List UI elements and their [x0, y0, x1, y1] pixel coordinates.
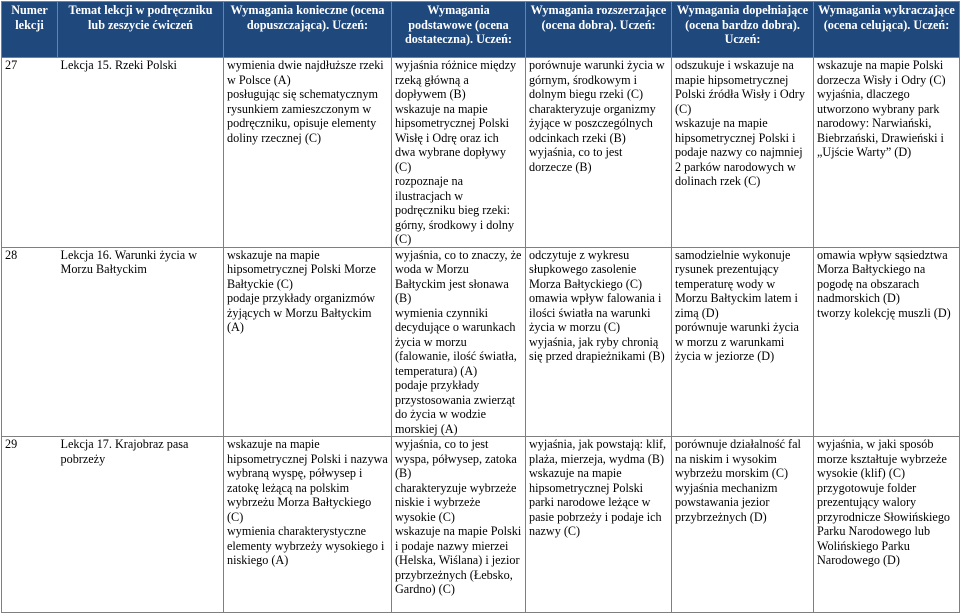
- requirement-item: odczytuje z wykresu słupkowego zasolenie Morza Bałtyckiego (C): [529, 247, 643, 291]
- requirement-item: wyjaśnia, co to znaczy, że woda w Morzu Bałtyckim jest słonawa (B): [395, 247, 522, 305]
- table-row: [2, 247, 960, 437]
- requirement-item: omawia wpływ falowania i ilości światła na warunki życia w morzu (C): [529, 291, 662, 334]
- cell-podstawowe: [392, 437, 526, 613]
- requirement-item: wskazuje na mapie hipsometrycznej Polski parki narodowe leżące w pasie pobrzeży i podaje ich nazwy (C): [529, 466, 662, 538]
- requirement-item: wyjaśnia mechanizm powstawania jezior przybrzeżnych (D): [675, 480, 778, 524]
- cell-rozszerzajace: [526, 58, 672, 248]
- header-wykraczajace: Wymagania wykraczające (ocena celująca). Uczeń:: [814, 2, 960, 58]
- requirements-table: [1, 1, 960, 613]
- requirement-item: wyjaśnia, co to jest wyspa, półwysep, zatoka (B): [395, 437, 517, 480]
- requirement-item: wyjaśnia różnice między rzeką główną a dopływem (B): [395, 58, 517, 101]
- requirement-item: przygotowuje folder prezentujący walory przyrodnicze Słowińskiego Parku Narodowego lub Wolińskiego Parku Narodowego (D): [817, 480, 951, 567]
- header-topic: Temat lekcji w podręczniku lub zeszycie ćwiczeń: [58, 2, 224, 58]
- cell-dopelniajace: [672, 437, 814, 613]
- cell-rozszerzajace: [526, 247, 672, 437]
- requirement-item: wyjaśnia, jak ryby chronią się przed drapieżnikami (B): [529, 334, 665, 363]
- requirement-item: wymienia czynniki decydujące o warunkach życia w morzu (falowanie, ilość światła, temperatura) (A): [395, 305, 517, 378]
- lesson-number: 27: [2, 58, 58, 248]
- lesson-topic: Lekcja 15. Rzeki Polski: [58, 58, 224, 248]
- cell-konieczne: [224, 247, 392, 437]
- cell-dopelniajace: [672, 58, 814, 248]
- requirement-item: wskazuje na mapie hipsometrycznej Polski i nazywa wybraną wyspę, półwysep i zatokę leżącą na polskim wybrzeżu Morza Bałtyckiego (C): [227, 437, 388, 524]
- requirement-item: wskazuje na mapie Polski i podaje nazwy mierzei (Helska, Wiślana) i jezior przybrzeżnych (Łebsko, Gardno) (C): [395, 524, 522, 596]
- requirement-item: posługując się schematycznym rysunkiem zamieszczonym w podręczniku, opisuje elementy doliny rzecznej (C): [227, 87, 378, 145]
- requirement-item: wyjaśnia, dlaczego utworzono wybrany park narodowy: Narwiański, Biebrzański, Drawieński i „Ujście Warty” (D): [817, 87, 944, 159]
- requirement-item: porównuje warunki życia w morzu z warunkami życia w jeziorze (D): [675, 320, 799, 363]
- header-dopelniajace: Wymagania dopełniające (ocena bardzo dobra). Uczeń:: [672, 2, 814, 58]
- requirement-item: porównuje działalność fal na niskim i wysokim wybrzeżu morskim (C): [675, 437, 801, 480]
- requirement-item: wskazuje na mapie Polski dorzecza Wisły i Odry (C): [817, 58, 946, 87]
- requirement-item: tworzy kolekcję muszli (D): [817, 305, 951, 320]
- requirement-item: wyjaśnia, co to jest dorzecze (B): [529, 145, 623, 174]
- requirement-item: porównuje warunki życia w górnym, środkowym i dolnym biegu rzeki (C): [529, 58, 665, 101]
- requirement-item: omawia wpływ sąsiedztwa Morza Bałtyckiego na pogodę na obszarach nadmorskich (D): [817, 247, 948, 305]
- requirement-item: wyjaśnia, w jaki sposób morze kształtuje wybrzeże wysokie (klif) (C): [817, 437, 947, 480]
- header-row: [2, 2, 960, 58]
- requirement-item: rozpoznaje na ilustracjach w podręczniku bieg rzeki: górny, środkowy i dolny (C): [395, 174, 515, 246]
- requirement-item: wskazuje na mapie hipsometrycznej Polski Wisłę i Odrę oraz ich dwa wybrane dopływy (C): [395, 101, 510, 174]
- header-konieczne: Wymagania konieczne (ocena dopuszczająca). Uczeń:: [224, 2, 392, 58]
- requirement-item: odszukuje i wskazuje na mapie hipsometrycznej Polski źródła Wisły i Odry (C): [675, 58, 805, 116]
- cell-wykraczajace: [814, 58, 960, 248]
- header-rozszerzajace: Wymagania rozszerzające (ocena dobra). Uczeń:: [526, 2, 672, 58]
- table-row: [2, 58, 960, 248]
- requirement-item: charakteryzuje organizmy żyjące w poszczególnych odcinkach rzeki (B): [529, 101, 656, 145]
- requirement-item: wskazuje na mapie hipsometrycznej Polski Morze Bałtyckie (C): [227, 247, 376, 291]
- requirement-item: wymienia charakterystyczne elementy wybrzeży wysokiego i niskiego (A): [227, 524, 385, 567]
- cell-podstawowe: [392, 247, 526, 437]
- requirement-item: wymienia dwie najdłuższe rzeki w Polsce (A): [227, 58, 384, 87]
- lesson-topic: Lekcja 17. Krajobraz pasa pobrzeży: [58, 437, 224, 613]
- cell-dopelniajace: [672, 247, 814, 437]
- cell-wykraczajace: [814, 247, 960, 437]
- requirement-item: podaje przykłady organizmów żyjących w Morzu Bałtyckim (A): [227, 291, 376, 334]
- cell-wykraczajace: [814, 437, 960, 613]
- header-number: Numer lekcji: [2, 2, 58, 58]
- requirement-item: wskazuje na mapie hipsometrycznej Polski i podaje nazwy co najmniej 2 parków narodowych w dolinach rzek (C): [675, 116, 803, 188]
- requirement-item: podaje przykłady przystosowania zwierząt do życia w wodzie morskiej (A): [395, 378, 516, 436]
- header-podstawowe: Wymagania podstawowe (ocena dostateczna). Uczeń:: [392, 2, 526, 58]
- cell-konieczne: [224, 58, 392, 248]
- lesson-number: 28: [2, 247, 58, 437]
- requirement-item: charakteryzuje wybrzeże niskie i wybrzeże wysokie (C): [395, 480, 517, 524]
- cell-podstawowe: [392, 58, 526, 248]
- lesson-number: 29: [2, 437, 58, 613]
- lesson-topic: Lekcja 16. Warunki życia w Morzu Bałtyckim: [58, 247, 224, 437]
- requirement-item: wyjaśnia, jak powstają: klif, plaża, mierzeja, wydma (B): [529, 437, 667, 466]
- cell-konieczne: [224, 437, 392, 613]
- requirement-item: samodzielnie wykonuje rysunek prezentujący temperaturę wody w Morzu Bałtyckim latem i zimą (D): [675, 247, 798, 320]
- table-row: [2, 437, 960, 613]
- cell-rozszerzajace: [526, 437, 672, 613]
